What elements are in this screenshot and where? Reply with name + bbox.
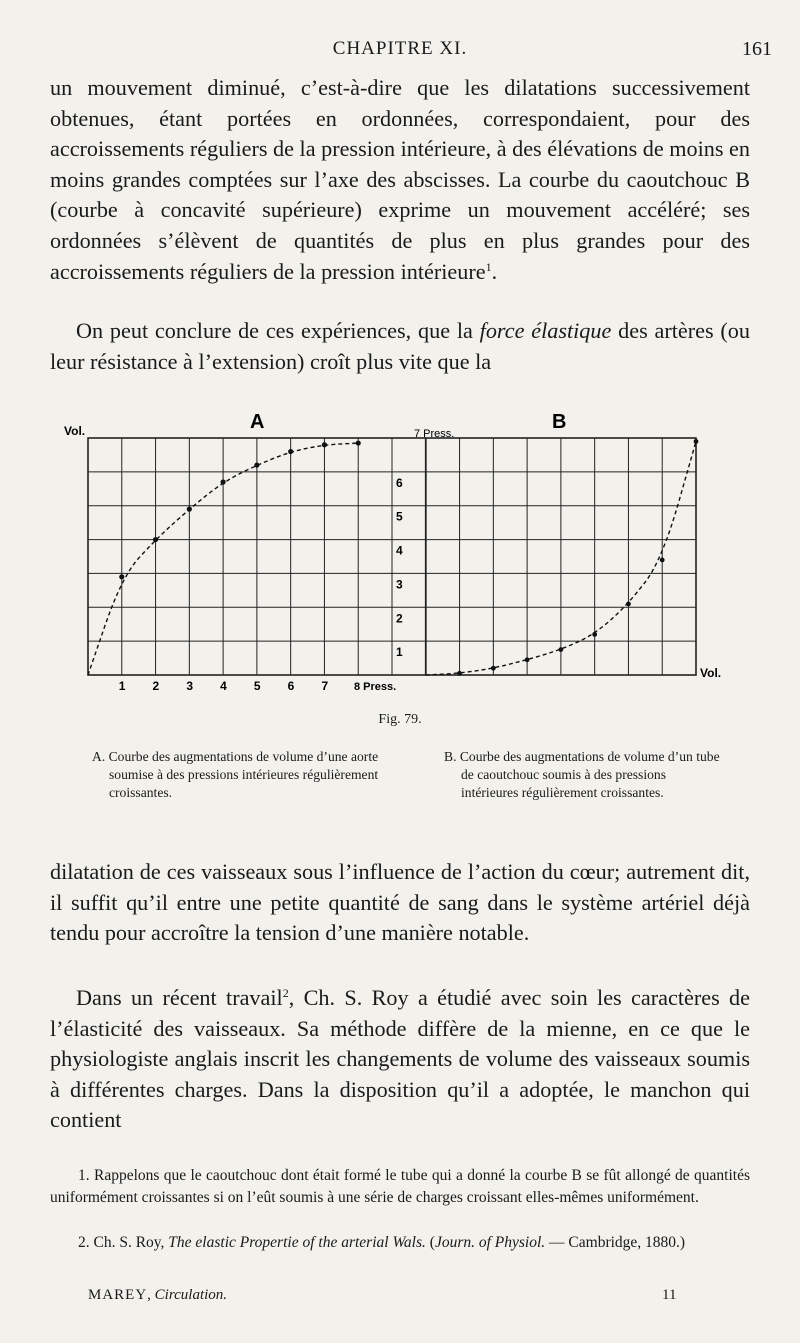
curve-a-point xyxy=(187,507,192,512)
figure-79 xyxy=(60,405,750,705)
figure-ticks xyxy=(119,476,403,693)
y-tick-label: 2 xyxy=(396,611,403,626)
footnote-2-place: — Cambridge, 1880.) xyxy=(545,1234,686,1251)
label-a: A xyxy=(250,411,265,433)
curve-a-point xyxy=(221,479,226,484)
caption-b-text: B. Courbe des augmentations de volume d’un tube de caoutchouc soumis à des pressions intérieures régulièrement croissantes. xyxy=(444,749,720,800)
x-tick-label: 4 xyxy=(220,679,227,693)
signature-mark: 11 xyxy=(662,1287,677,1303)
paragraph-1-text: un mouvement diminué, c’est-à-dire que les dilatations successivement obtenues, étant portées en ordonnées, correspondaient, pour des accroissements réguliers de la pression intérieure, à des élévations de moins en moins grandes comptées sur l’axe des abscisses. La courbe du caoutchouc B (courbe à concavité supérieure) exprime un mouvement accéléré; ses ordonnées s’élèvent de quantités de plus en plus grandes pour des accroissements réguliers de la pression intérieure xyxy=(50,75,750,284)
running-header xyxy=(0,38,800,68)
curve-b-point xyxy=(592,632,597,637)
paragraph-4-text-a: Dans un récent travail xyxy=(76,985,283,1010)
curve-a-point xyxy=(254,462,259,467)
footnote-ref-2[interactable]: 2 xyxy=(282,986,289,1000)
caption-b xyxy=(444,748,724,801)
label-vol-left: Vol. xyxy=(64,424,86,438)
curve-b-point xyxy=(491,666,496,671)
x-tick-label: 1 xyxy=(118,679,126,693)
footnote-2-journal: Journ. of Physiol. xyxy=(434,1234,546,1251)
paragraph-3: dilatation de ces vaisseaux sous l’influence de l’action du cœur; autrement dit, il suffit qu’il entre une petite quantité de sang dans le système artériel déjà tendu pour accroître la tension d’une manière notable. xyxy=(50,859,750,946)
y-tick-label: 6 xyxy=(396,475,403,490)
paragraph-2-text-b: des artères (ou leur résistance à l’extension) croît plus vite que la xyxy=(50,318,750,374)
footnote-1-text: 1. Rappelons que le caoutchouc dont était formé le tube qui a donné la courbe B se fût allongé de quantités uniformément croissantes si on l’eût soumis à une série de charges croissant elles-mêmes uniformément. xyxy=(50,1167,750,1207)
curve-a-point xyxy=(119,574,124,579)
footnote-ref-1[interactable]: 1 xyxy=(485,259,492,274)
figure-grid xyxy=(88,438,696,675)
footer-title: Circulation. xyxy=(154,1287,228,1303)
label-press-top: 7 Press. xyxy=(414,428,455,440)
footer-book: MAREY, Circulation. xyxy=(88,1287,228,1303)
page-number: 161 xyxy=(742,38,772,60)
paragraph-4-text-b: , Ch. S. Roy a étudié avec soin les caractères de l’élasticité des vaisseaux. Sa méthode diffère de la mienne, en ce que le physiologiste anglais inscrit les changements de volume des vaisseaux soumis à différentes charges. Dans la disposition qu’il a adoptée, le manchon qui contient xyxy=(50,985,750,1133)
curve-a-point xyxy=(153,537,158,542)
x-tick-label: 2 xyxy=(152,679,160,693)
footnote-2-paren: ( xyxy=(425,1234,435,1251)
label-vol-right: Vol. xyxy=(700,666,722,680)
curve-b-point xyxy=(525,657,530,662)
paragraph-2 xyxy=(50,316,750,377)
footnote-2-title: The elastic Propertie of the arterial Wals. xyxy=(168,1234,426,1251)
footnote-2-text xyxy=(50,1232,750,1254)
chapter-title: CHAPITRE XI. xyxy=(332,38,468,59)
x-tick-label: 3 xyxy=(186,679,194,693)
curve-b-point xyxy=(457,671,462,676)
footnote-2-author: 2. Ch. S. Roy, xyxy=(78,1234,169,1251)
curve-a-point xyxy=(288,449,293,454)
caption-a-text: A. Courbe des augmentations de volume d’une aorte soumise à des pressions intérieures régulièrement croissantes. xyxy=(92,749,379,800)
label-press-bottom: 8 Press. xyxy=(354,681,397,693)
paragraph-2-emphasis: force élastique xyxy=(479,318,612,343)
curve-b-point xyxy=(694,439,699,444)
curve-b-point xyxy=(558,647,563,652)
y-tick-label: 5 xyxy=(396,509,403,524)
figure-curves xyxy=(88,439,698,676)
footnote-1 xyxy=(50,1165,750,1209)
paragraph-2-text-a: On peut conclure de ces expériences, que la xyxy=(76,318,480,343)
caption-a xyxy=(92,748,417,801)
y-tick-label: 4 xyxy=(396,543,403,558)
paragraph-1 xyxy=(50,73,750,287)
curve-a-point xyxy=(322,442,327,447)
label-b: B xyxy=(552,411,567,433)
footnote-2 xyxy=(50,1232,750,1254)
y-tick-label: 3 xyxy=(396,577,403,592)
x-tick-label: 7 xyxy=(321,679,329,693)
curve-a-point xyxy=(356,440,361,445)
y-tick-label: 1 xyxy=(396,645,403,660)
paragraph-4 xyxy=(50,983,750,1136)
x-tick-label: 5 xyxy=(253,679,261,693)
figure-caption: Fig. 79. xyxy=(378,712,422,727)
curve-b-point xyxy=(626,602,631,607)
curve-b-point xyxy=(660,557,665,562)
paragraph-1-end: . xyxy=(491,258,498,284)
x-tick-label: 6 xyxy=(287,679,295,693)
footer-author: MAREY xyxy=(88,1287,148,1303)
